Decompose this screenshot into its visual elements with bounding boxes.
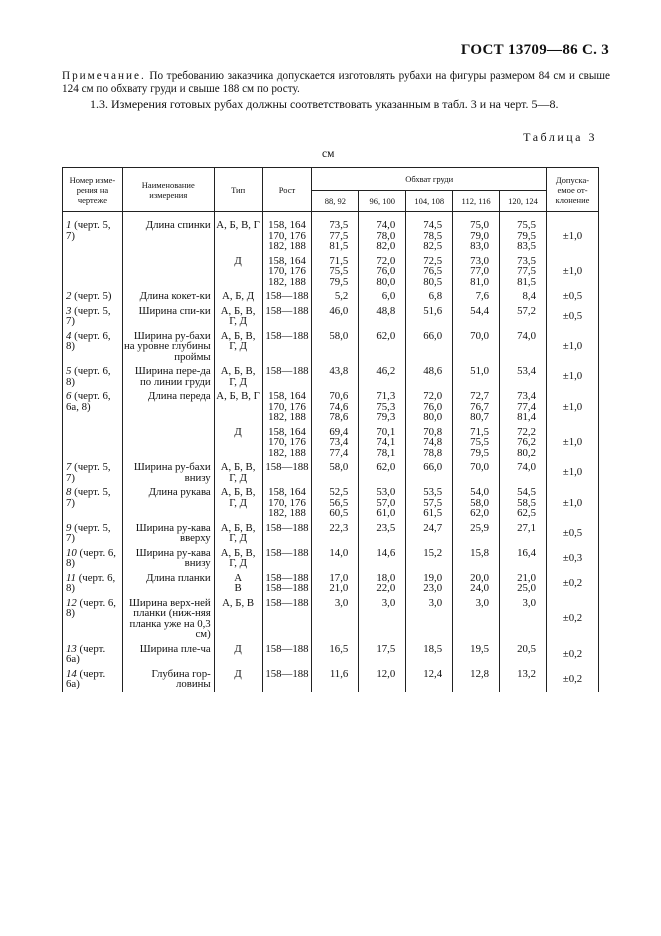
measurement-name (122, 425, 214, 461)
height-range: 158—188 (262, 667, 312, 692)
table-body (63, 212, 599, 692)
value-cell: 72,2 76,2 80,2 (500, 425, 547, 461)
measurement-number: 9 (66, 521, 72, 534)
measurement-number-cell (63, 667, 123, 692)
value-cell: 51,0 (453, 364, 500, 389)
measurement-name: Ширина ру-бахи внизу (122, 460, 214, 485)
measurement-number: 8 (66, 486, 72, 498)
value-cell: 74,0 (500, 329, 547, 365)
tolerance: ±0,2 (547, 596, 599, 642)
drawing-reference: (черт. 6а) (66, 642, 106, 665)
col-header-chest: Обхват груди (312, 168, 547, 191)
shirt-type: Д (214, 254, 262, 290)
drawing-reference: (черт. 6а) (66, 667, 106, 690)
drawing-reference: (черт. 6, 6а, 8) (66, 390, 111, 413)
measurement-number-cell (63, 304, 123, 329)
measurement-name: Ширина пле-ча (122, 642, 214, 667)
shirt-type: А, Б, В, Г (214, 218, 262, 254)
measurement-number-cell (63, 218, 123, 254)
drawing-reference: (черт. 5, 7) (66, 521, 111, 544)
tolerance: ±0,5 (547, 521, 599, 546)
value-cell: 18,0 22,0 (359, 571, 406, 596)
value-cell: 69,4 73,4 77,4 (312, 425, 359, 461)
height-range: 158—188 (262, 304, 312, 329)
note-text: По требованию заказчика допускается изготовлять рубахи на фигуры размером 84 см и свыше 124 см по обхвату груди и свыше 188 см по росту. (62, 70, 610, 95)
tolerance: ±0,2 (547, 571, 599, 596)
tolerance: ±1,0 (547, 329, 599, 365)
value-cell: 3,0 (406, 596, 453, 642)
value-cell: 72,0 76,0 80,0 (406, 389, 453, 425)
measurement-number: 10 (66, 546, 77, 559)
measurement-name: Ширина ру-бахи на уровне глубины проймы (122, 329, 214, 365)
value-cell: 70,0 (453, 329, 500, 365)
value-cell: 27,1 (500, 521, 547, 546)
height-range: 158—188 (262, 642, 312, 667)
drawing-reference: (черт. 6, 8) (66, 365, 111, 388)
measurements-table (62, 167, 599, 692)
value-cell: 51,6 (406, 304, 453, 329)
measurement-number: 1 (66, 219, 72, 231)
height-range: 158, 164 170, 176 182, 188 (262, 389, 312, 425)
shirt-type: А, Б, В, Г, Д (214, 329, 262, 365)
value-cell: 24,7 (406, 521, 453, 546)
tolerance: ±0,2 (547, 667, 599, 692)
shirt-type: А, Б, В, Г, Д (214, 521, 262, 546)
tolerance: ±1,0 (547, 364, 599, 389)
value-cell: 73,0 77,0 81,0 (453, 254, 500, 290)
value-cell: 17,0 21,0 (312, 571, 359, 596)
page-header: ГОСТ 13709—86 С. 3 (460, 42, 609, 58)
chest-size-header: 112, 116 (453, 191, 500, 212)
table-row (63, 571, 599, 596)
drawing-reference: (черт. 5, 7) (66, 461, 111, 484)
value-cell: 3,0 (453, 596, 500, 642)
measurement-number: 5 (66, 365, 72, 377)
value-cell: 73,5 77,5 81,5 (312, 218, 359, 254)
value-cell: 53,0 57,0 61,0 (359, 485, 406, 521)
value-cell: 3,0 (500, 596, 547, 642)
measurement-number: 12 (66, 596, 77, 609)
measurement-number: 2 (66, 290, 72, 302)
measurement-name: Длина переда (122, 389, 214, 425)
value-cell: 11,6 (312, 667, 359, 692)
value-cell: 20,0 24,0 (453, 571, 500, 596)
value-cell: 48,6 (406, 364, 453, 389)
height-range: 158—188 (262, 289, 312, 304)
value-cell: 48,8 (359, 304, 406, 329)
measurement-number-cell (63, 460, 123, 485)
drawing-reference: (черт. 5) (71, 290, 112, 302)
tolerance: ±1,0 (547, 485, 599, 521)
table-row (63, 460, 599, 485)
measurement-name (122, 254, 214, 290)
paragraph-1-3: 1.3. Измерения готовых рубах должны соответствовать указанным в табл. 3 и на черт. 5—8. (90, 97, 559, 111)
value-cell: 12,4 (406, 667, 453, 692)
value-cell: 66,0 (406, 460, 453, 485)
table-row (63, 304, 599, 329)
tolerance: ±0,5 (547, 289, 599, 304)
col-header-num: Номер изме-рения на чертеже (63, 168, 123, 212)
col-header-tol: Допуска-емое от-клонение (547, 168, 599, 212)
value-cell: 57,2 (500, 304, 547, 329)
height-range: 158, 164 170, 176 182, 188 (262, 218, 312, 254)
drawing-reference: (черт. 6, 8) (66, 596, 116, 619)
table-row (63, 364, 599, 389)
units-label: см (322, 148, 335, 160)
value-cell: 75,0 79,0 83,0 (453, 218, 500, 254)
value-cell: 52,5 56,5 60,5 (312, 485, 359, 521)
height-range: 158—188 (262, 329, 312, 365)
drawing-reference: (черт. 6, 8) (66, 571, 116, 594)
value-cell: 5,2 (312, 289, 359, 304)
tolerance: ±1,0 (547, 254, 599, 290)
measurement-number-cell (63, 546, 123, 571)
value-cell: 74,0 (500, 460, 547, 485)
shirt-type: А, Б, В, Г, Д (214, 460, 262, 485)
value-cell: 16,5 (312, 642, 359, 667)
measurement-number-cell (63, 289, 123, 304)
measurement-number: 7 (66, 461, 72, 473)
value-cell: 19,5 (453, 642, 500, 667)
value-cell: 70,0 (453, 460, 500, 485)
table-row (63, 485, 599, 521)
value-cell: 6,8 (406, 289, 453, 304)
value-cell: 19,0 23,0 (406, 571, 453, 596)
tolerance: ±0,2 (547, 642, 599, 667)
value-cell: 17,5 (359, 642, 406, 667)
tolerance: ±1,0 (547, 460, 599, 485)
value-cell: 15,2 (406, 546, 453, 571)
drawing-reference: (черт. 5, 7) (66, 219, 111, 242)
measurement-name: Длина рукава (122, 485, 214, 521)
measurement-name: Длина спинки (122, 218, 214, 254)
measurement-number: 13 (66, 642, 77, 655)
measurement-number: 3 (66, 304, 72, 317)
measurement-name: Ширина спи-ки (122, 304, 214, 329)
height-range: 158—188 (262, 546, 312, 571)
value-cell: 3,0 (359, 596, 406, 642)
value-cell: 54,0 58,0 62,0 (453, 485, 500, 521)
height-range: 158—188 158—188 (262, 571, 312, 596)
value-cell: 7,6 (453, 289, 500, 304)
shirt-type: А, Б, Д (214, 289, 262, 304)
value-cell: 16,4 (500, 546, 547, 571)
shirt-type: Д (214, 642, 262, 667)
height-range: 158—188 (262, 460, 312, 485)
table-row (63, 218, 599, 254)
height-range: 158—188 (262, 364, 312, 389)
measurement-number-cell (63, 254, 123, 290)
measurement-number-cell (63, 521, 123, 546)
value-cell: 74,5 78,5 82,5 (406, 218, 453, 254)
value-cell: 62,0 (359, 460, 406, 485)
shirt-type: А, Б, В (214, 596, 262, 642)
drawing-reference: (черт. 5, 7) (66, 304, 111, 327)
drawing-reference: (черт. 6, 8) (66, 546, 116, 569)
drawing-reference: (черт. 5, 7) (66, 486, 111, 509)
value-cell: 12,8 (453, 667, 500, 692)
measurement-number-cell (63, 425, 123, 461)
chest-size-header: 104, 108 (406, 191, 453, 212)
tolerance: ±1,0 (547, 389, 599, 425)
measurement-name: Ширина ру-кава вверху (122, 521, 214, 546)
height-range: 158, 164 170, 176 182, 188 (262, 254, 312, 290)
tolerance: ±1,0 (547, 425, 599, 461)
table-row (63, 254, 599, 290)
height-range: 158, 164 170, 176 182, 188 (262, 485, 312, 521)
value-cell: 53,5 57,5 61,5 (406, 485, 453, 521)
chest-size-header: 120, 124 (500, 191, 547, 212)
value-cell: 71,3 75,3 79,3 (359, 389, 406, 425)
chest-size-header: 96, 100 (359, 191, 406, 212)
value-cell: 71,5 75,5 79,5 (312, 254, 359, 290)
measurement-name: Ширина верх-ней планки (ниж-няя планка уже на 0,3 см) (122, 596, 214, 642)
value-cell: 75,5 79,5 83,5 (500, 218, 547, 254)
drawing-reference: (черт. 6, 8) (66, 329, 111, 352)
note (62, 70, 610, 95)
col-header-height: Рост (262, 168, 312, 212)
tolerance: ±0,5 (547, 304, 599, 329)
value-cell: 58,0 (312, 329, 359, 365)
shirt-type: А В (214, 571, 262, 596)
shirt-type: Д (214, 425, 262, 461)
value-cell: 72,7 76,7 80,7 (453, 389, 500, 425)
value-cell: 22,3 (312, 521, 359, 546)
measurement-number-cell (63, 485, 123, 521)
measurement-number-cell (63, 642, 123, 667)
tolerance: ±1,0 (547, 218, 599, 254)
value-cell: 6,0 (359, 289, 406, 304)
table-row (63, 329, 599, 365)
shirt-type: А, Б, В, Г (214, 389, 262, 425)
measurement-number-cell (63, 389, 123, 425)
table-row (63, 667, 599, 692)
value-cell: 70,6 74,6 78,6 (312, 389, 359, 425)
shirt-type: Д (214, 667, 262, 692)
value-cell: 54,4 (453, 304, 500, 329)
measurement-number-cell (63, 596, 123, 642)
value-cell: 14,6 (359, 546, 406, 571)
value-cell: 70,1 74,1 78,1 (359, 425, 406, 461)
shirt-type: А, Б, В, Г, Д (214, 546, 262, 571)
value-cell: 43,8 (312, 364, 359, 389)
measurement-number: 14 (66, 667, 77, 680)
value-cell: 46,2 (359, 364, 406, 389)
height-range: 158—188 (262, 596, 312, 642)
value-cell: 71,5 75,5 79,5 (453, 425, 500, 461)
measurement-number: 4 (66, 329, 72, 342)
measurement-number-cell (63, 571, 123, 596)
table-row (63, 546, 599, 571)
value-cell: 72,0 76,0 80,0 (359, 254, 406, 290)
value-cell: 15,8 (453, 546, 500, 571)
value-cell: 25,9 (453, 521, 500, 546)
shirt-type: А, Б, В, Г, Д (214, 304, 262, 329)
value-cell: 46,0 (312, 304, 359, 329)
tolerance: ±0,3 (547, 546, 599, 571)
measurement-name: Ширина пере-да по линии груди (122, 364, 214, 389)
value-cell: 8,4 (500, 289, 547, 304)
col-header-type: Тип (214, 168, 262, 212)
value-cell: 66,0 (406, 329, 453, 365)
table-row (63, 389, 599, 425)
value-cell: 73,4 77,4 81,4 (500, 389, 547, 425)
height-range: 158, 164 170, 176 182, 188 (262, 425, 312, 461)
table-row (63, 596, 599, 642)
value-cell: 14,0 (312, 546, 359, 571)
height-range: 158—188 (262, 521, 312, 546)
value-cell: 23,5 (359, 521, 406, 546)
value-cell: 73,5 77,5 81,5 (500, 254, 547, 290)
table-row (63, 521, 599, 546)
value-cell: 58,0 (312, 460, 359, 485)
value-cell: 54,5 58,5 62,5 (500, 485, 547, 521)
chest-size-header: 88, 92 (312, 191, 359, 212)
measurement-number: 6 (66, 390, 72, 402)
measurement-name: Длина кокет-ки (122, 289, 214, 304)
shirt-type: А, Б, В, Г, Д (214, 485, 262, 521)
measurement-number-cell (63, 364, 123, 389)
value-cell: 18,5 (406, 642, 453, 667)
measurement-name: Глубина гор-ловины (122, 667, 214, 692)
note-label: Примечание. (62, 70, 146, 82)
value-cell: 72,5 76,5 80,5 (406, 254, 453, 290)
value-cell: 21,0 25,0 (500, 571, 547, 596)
col-header-name: Наименование измерения (122, 168, 214, 212)
value-cell: 74,0 78,0 82,0 (359, 218, 406, 254)
value-cell: 13,2 (500, 667, 547, 692)
measurement-number-cell (63, 329, 123, 365)
table-row (63, 642, 599, 667)
shirt-type: А, Б, В, Г, Д (214, 364, 262, 389)
measurement-number: 11 (66, 571, 76, 584)
value-cell: 12,0 (359, 667, 406, 692)
table-row (63, 425, 599, 461)
value-cell: 3,0 (312, 596, 359, 642)
measurement-name: Ширина ру-кава внизу (122, 546, 214, 571)
value-cell: 53,4 (500, 364, 547, 389)
table-label: Таблица 3 (523, 130, 597, 144)
table-row (63, 289, 599, 304)
value-cell: 70,8 74,8 78,8 (406, 425, 453, 461)
value-cell: 62,0 (359, 329, 406, 365)
value-cell: 20,5 (500, 642, 547, 667)
measurement-name: Длина планки (122, 571, 214, 596)
